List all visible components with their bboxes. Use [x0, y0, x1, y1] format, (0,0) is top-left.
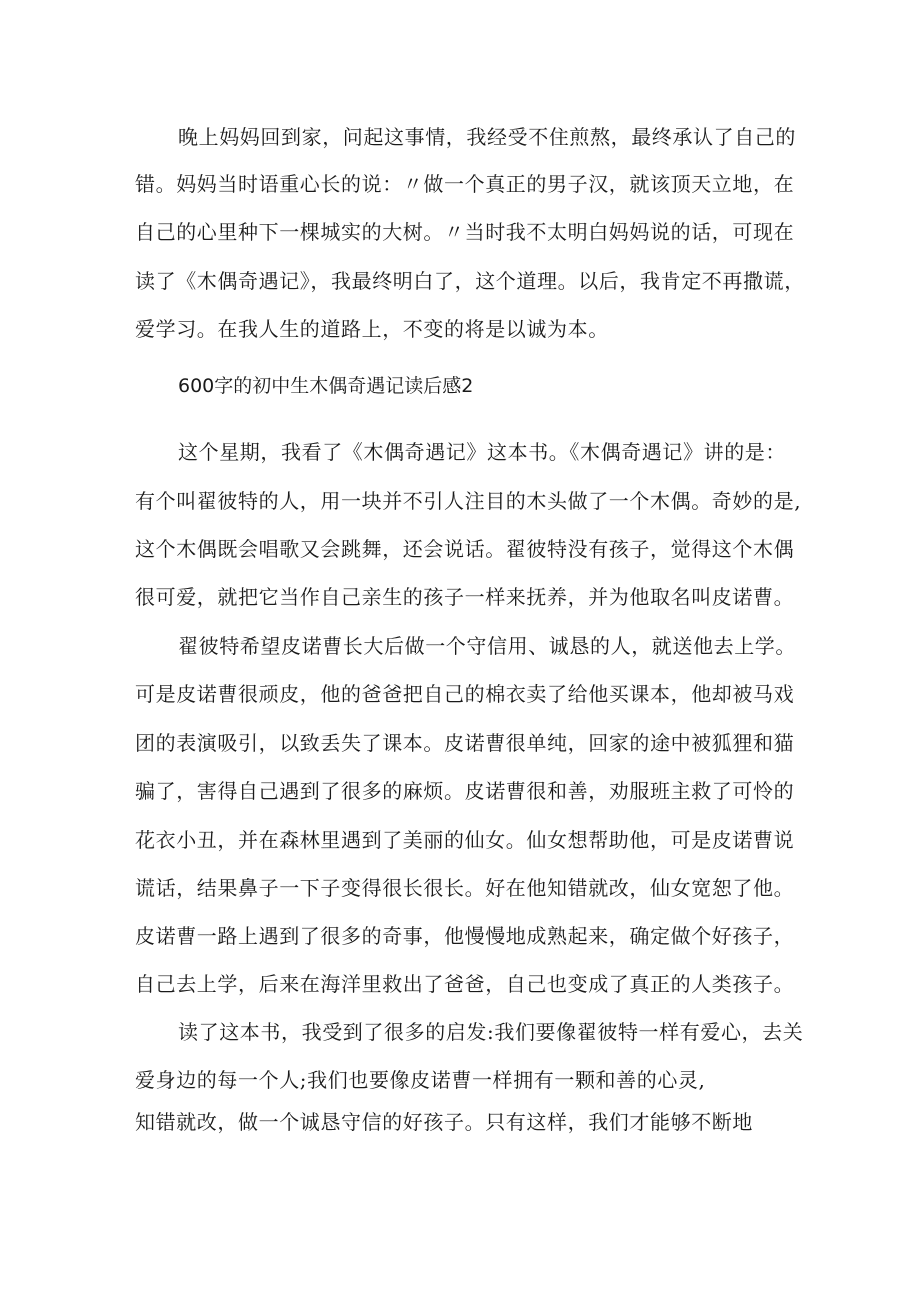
paragraph-line: 翟彼特希望皮诺曹长大后做一个守信用、诚恳的人，就送他去上学。: [178, 634, 796, 658]
paragraph-line: 错。妈妈当时语重心长的说：〃做一个真正的男子汉，就该顶天立地，在: [135, 172, 795, 196]
paragraph-line: 读了《木偶奇遇记》，我最终明白了，这个道理。以后，我肯定不再撒谎，: [135, 269, 805, 293]
paragraph-line: 爱学习。在我人生的道路上，不变的将是以诚为本。: [135, 317, 609, 341]
paragraph-line: 团的表演吸引，以致丢失了课本。皮诺曹很单纯，回家的途中被狐狸和猫: [135, 731, 795, 755]
paragraph-line: 皮诺曹一路上遇到了很多的奇事，他慢慢地成熟起来，确定做个好孩子，: [135, 924, 795, 948]
paragraph-line: 自己去上学，后来在海洋里救出了爸爸，自己也变成了真正的人类孩子。: [135, 972, 795, 996]
paragraph-line: 花衣小丑，并在森林里遇到了美丽的仙女。仙女想帮助他，可是皮诺曹说: [135, 828, 795, 852]
paragraph-line: 知错就改，做一个诚恳守信的好孩子。只有这样，我们才能够不断地: [135, 1110, 753, 1134]
paragraph-line: 很可爱，就把它当作自己亲生的孩子一样来抚养，并为他取名叫皮诺曹。: [135, 585, 795, 609]
section-title: 600字的初中生木偶奇遇记读后感2: [178, 375, 474, 397]
paragraph-line: 读了这本书，我受到了很多的启发:我们要像翟彼特一样有爱心，去关: [178, 1020, 804, 1044]
paragraph-line: 爱身边的每一个人;我们也要像皮诺曹一样拥有一颗和善的心灵,: [135, 1068, 706, 1092]
paragraph-line: 晚上妈妈回到家，问起这事情，我经受不住煎熬，最终承认了自己的: [178, 125, 796, 149]
paragraph-line: 骗了，害得自己遇到了很多的麻烦。皮诺曹很和善，劝服班主救了可怜的: [135, 779, 795, 803]
paragraph-line: 可是皮诺曹很顽皮，他的爸爸把自己的棉衣卖了给他买课本，他却被马戏: [135, 682, 795, 706]
paragraph-line: 自己的心里种下一棵城实的大树。〃当时我不太明白妈妈说的话，可现在: [135, 220, 795, 244]
paragraph-line: 谎话，结果鼻子一下子变得很长很长。好在他知错就改，仙女宽恕了他。: [135, 876, 795, 900]
paragraph-line: 这个星期，我看了《木偶奇遇记》这本书。《木偶奇遇记》讲的是：: [178, 440, 786, 464]
paragraph-line: 有个叫翟彼特的人，用一块并不引人注目的木头做了一个木偶。奇妙的是,: [135, 489, 802, 513]
paragraph-line: 这个木偶既会唱歌又会跳舞，还会说话。翟彼特没有孩子，觉得这个木偶: [135, 537, 795, 561]
